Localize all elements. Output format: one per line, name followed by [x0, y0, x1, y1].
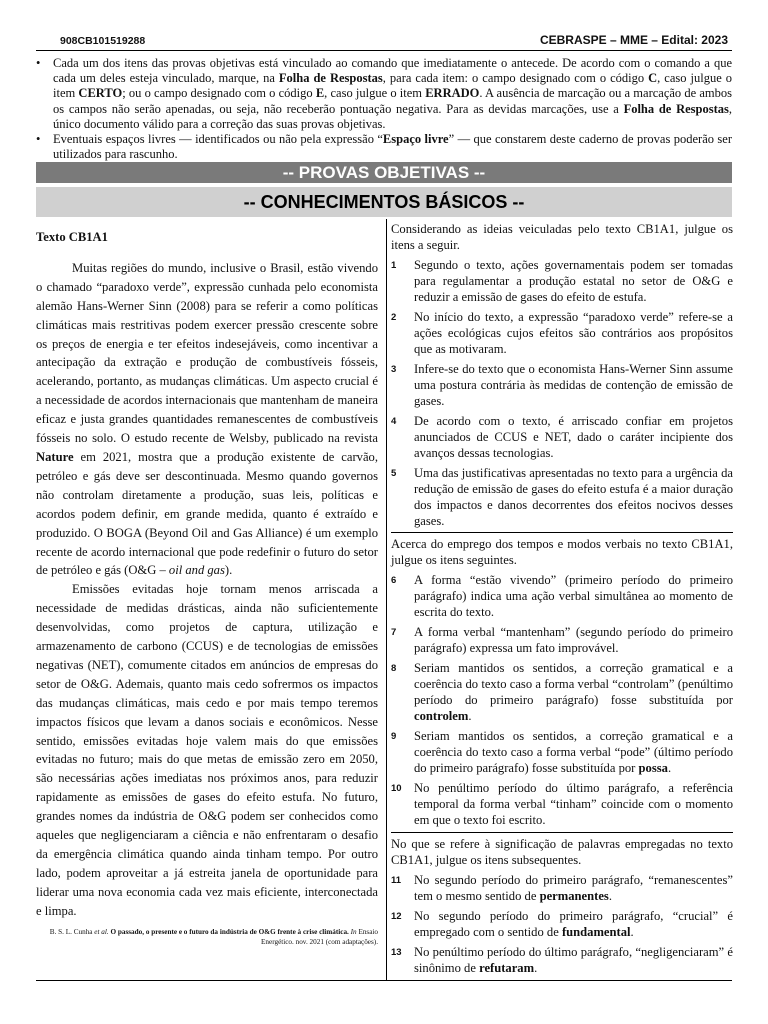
text-title: Texto CB1A1	[36, 230, 108, 244]
question-item: 1 Segundo o texto, ações governamentais podem ser tomadas para regulamentar a produção estatal no setor de O&G e reduzir a emissão de gases do efeito de estufa.	[391, 258, 733, 304]
bullet-icon: •	[36, 56, 41, 70]
question-item: 10 No penúltimo período do último parágrafo, a referência temporal da forma verbal “tinham” coincide com o momento em que o texto foi escrito.	[391, 781, 733, 827]
instructions	[36, 56, 732, 162]
question-item: 13 No penúltimo período do último parágrafo, “negligenciaram” é sinônimo de refutaram.	[391, 945, 733, 975]
block-separator	[391, 832, 733, 833]
question-block-1	[391, 221, 733, 533]
page-header	[36, 32, 732, 51]
text-source: B. S. L. Cunha et al. O passado, o presente e o futuro da indústria de O&G frente à crise climática. In Ensaio Energético. nov. 2021 (com adaptações).	[49, 927, 378, 946]
block-separator	[391, 532, 733, 533]
question-item: 6 A forma “estão vivendo” (primeiro período do primeiro parágrafo) indica uma ação verbal simultânea ao momento de escrita do texto.	[391, 573, 733, 619]
block-intro: No que se refere à significação de palavras empregadas no texto CB1A1, julgue os itens subsequentes.	[391, 837, 733, 867]
question-block-2	[391, 536, 733, 832]
section-band-provas: -- PROVAS OBJETIVAS --	[36, 162, 732, 183]
instruction-item: • Eventuais espaços livres — identificados ou não pela expressão “Espaço livre” — que constarem deste caderno de provas poderão ser utilizados para rascunho.	[36, 132, 732, 162]
question-item: 2 No início do texto, a expressão “paradoxo verde” refere-se a ações ecológicas cujos efeitos são contrários aos propósitos que as motivaram.	[391, 310, 733, 356]
booklet-code: 908CB101519288	[60, 35, 146, 47]
question-block-3	[391, 836, 733, 980]
bullet-icon: •	[36, 132, 41, 147]
question-item: 12 No segundo período do primeiro parágrafo, “crucial” é empregado com o sentido de fundamental.	[391, 909, 733, 939]
question-item: 8 Seriam mantidos os sentidos, a correção gramatical e a coerência do texto caso a forma verbal “controlam” (penúltimo período do primeiro parágrafo) fosse substituída por controlem.	[391, 661, 733, 723]
paragraph-2: Emissões evitadas hoje tornam menos arriscada a necessidade de medidas drásticas, ainda não suficientemente desenvolvidas, como projetos de captura, utilização e armazenamento de carbono (CCUS) e de tecnologias de emissões negativas (NET), comumente citados em anúncios de empresas do setor de O&G. Ademais, quanto mais cedo sofrermos os impactos das mudanças climáticas, mais cedo e por mais tempo teremos impactos físicos que levam a danos sociais e econômicos. Nesse sentido, emissões evitadas hoje valem mais do que emissões evitadas no futuro; mais do que metas de emissão zero em 2050, são necessárias ações imediatas nos próximos anos, para reduzir rapidamente as emissões de gases do efeito estufa. No futuro, grandes nomes da indústria de O&G podem ser conhecidos como aqueles que negligenciaram a ciência e não enfrentaram o desafio da emergência climática quando ainda tinham tempo. Por outro lado, podem aproveitar a já estreita janela de oportunidade para liderar uma nova economia cada vez mais eficiente, interconectada e limpa.	[36, 582, 378, 918]
question-item: 4 De acordo com o texto, é arriscado confiar em projetos anunciados de CCUS e NET, dado o caráter incipiente dos avanços dessas tecnologias.	[391, 414, 733, 460]
exam-title: CEBRASPE – MME – Edital: 2023	[539, 33, 728, 47]
question-item: 11 No segundo período do primeiro parágrafo, “remanescentes” tem o mesmo sentido de permanentes.	[391, 873, 733, 903]
block-intro: Considerando as ideias veiculadas pelo texto CB1A1, julgue os itens a seguir.	[391, 222, 733, 252]
section-band-conhecimentos: -- CONHECIMENTOS BÁSICOS --	[36, 187, 732, 217]
question-item: 3 Infere-se do texto que o economista Hans-Werner Sinn assume uma postura contrária às medidas de contenção de emissão de gases.	[391, 362, 733, 408]
question-item: 7 A forma verbal “mantenham” (segundo período do primeiro parágrafo) expressa um fato improvável.	[391, 625, 733, 655]
question-item: 5 Uma das justificativas apresentadas no texto para a urgência da redução de emissão de gases do efeito estufa é a maior duração dos impactos e danos decorrentes dos efeitos nocivos desses gases.	[391, 466, 733, 528]
bottom-rule	[36, 980, 732, 981]
column-divider	[386, 219, 387, 981]
text-cb1a1	[36, 228, 378, 947]
paragraph-1: Muitas regiões do mundo, inclusive o Brasil, estão vivendo o chamado “paradoxo verde”, expressão cunhada pelo economista alemão Hans-Werner Sinn (2008) para se referir a como políticas climáticas mais restritivas podem exercer pressão crescente sobre os preços de energia e ter efeitos indesejáveis, como incentivar a antecipação da extração e produção de combustíveis fósseis, acelerando, portanto, as mudanças climáticas. Um aspecto crucial é a necessidade de acordos internacionais que mantenham de maneira eficaz e justa grandes quantidades remanescentes de combustíveis fósseis no solo. O estudo recente de Welsby, publicado na revista Nature em 2021, mostra que a produção existente de carvão, petróleo e gás deve ser descontinuada. Mesmo quando governos não controlam diretamente a produção, suas leis, políticas e acordos podem definir, em grande medida, quanto é extraído e produzido. O BOGA (Beyond Oil and Gas Alliance) é um exemplo recente de acordo internacional que pode redefinir o futuro do setor de petróleo e gás (O&G – oil and gas).	[36, 260, 378, 578]
block-intro: Acerca do emprego dos tempos e modos verbais no texto CB1A1, julgue os itens seguintes.	[391, 537, 733, 567]
question-item: 9 Seriam mantidos os sentidos, a correção gramatical e a coerência do texto caso a forma verbal “pode” (último período do primeiro parágrafo) fosse substituída por possa.	[391, 729, 733, 775]
instruction-item: • Cada um dos itens das provas objetivas está vinculado ao comando que imediatamente o antecede. De acordo com o comando a que cada um deles esteja vinculado, marque, na Folha de Respostas, para cada item: o campo designado com o código C, caso julgue o item CERTO; ou o campo designado com o código E, caso julgue o item ERRADO. A ausência de marcação ou a marcação de ambos os campos não serão apenadas, ou seja, não receberão pontuação negativa. Para as devidas marcações, use a Folha de Respostas, único documento válido para a correção das suas provas objetivas.	[36, 56, 733, 131]
